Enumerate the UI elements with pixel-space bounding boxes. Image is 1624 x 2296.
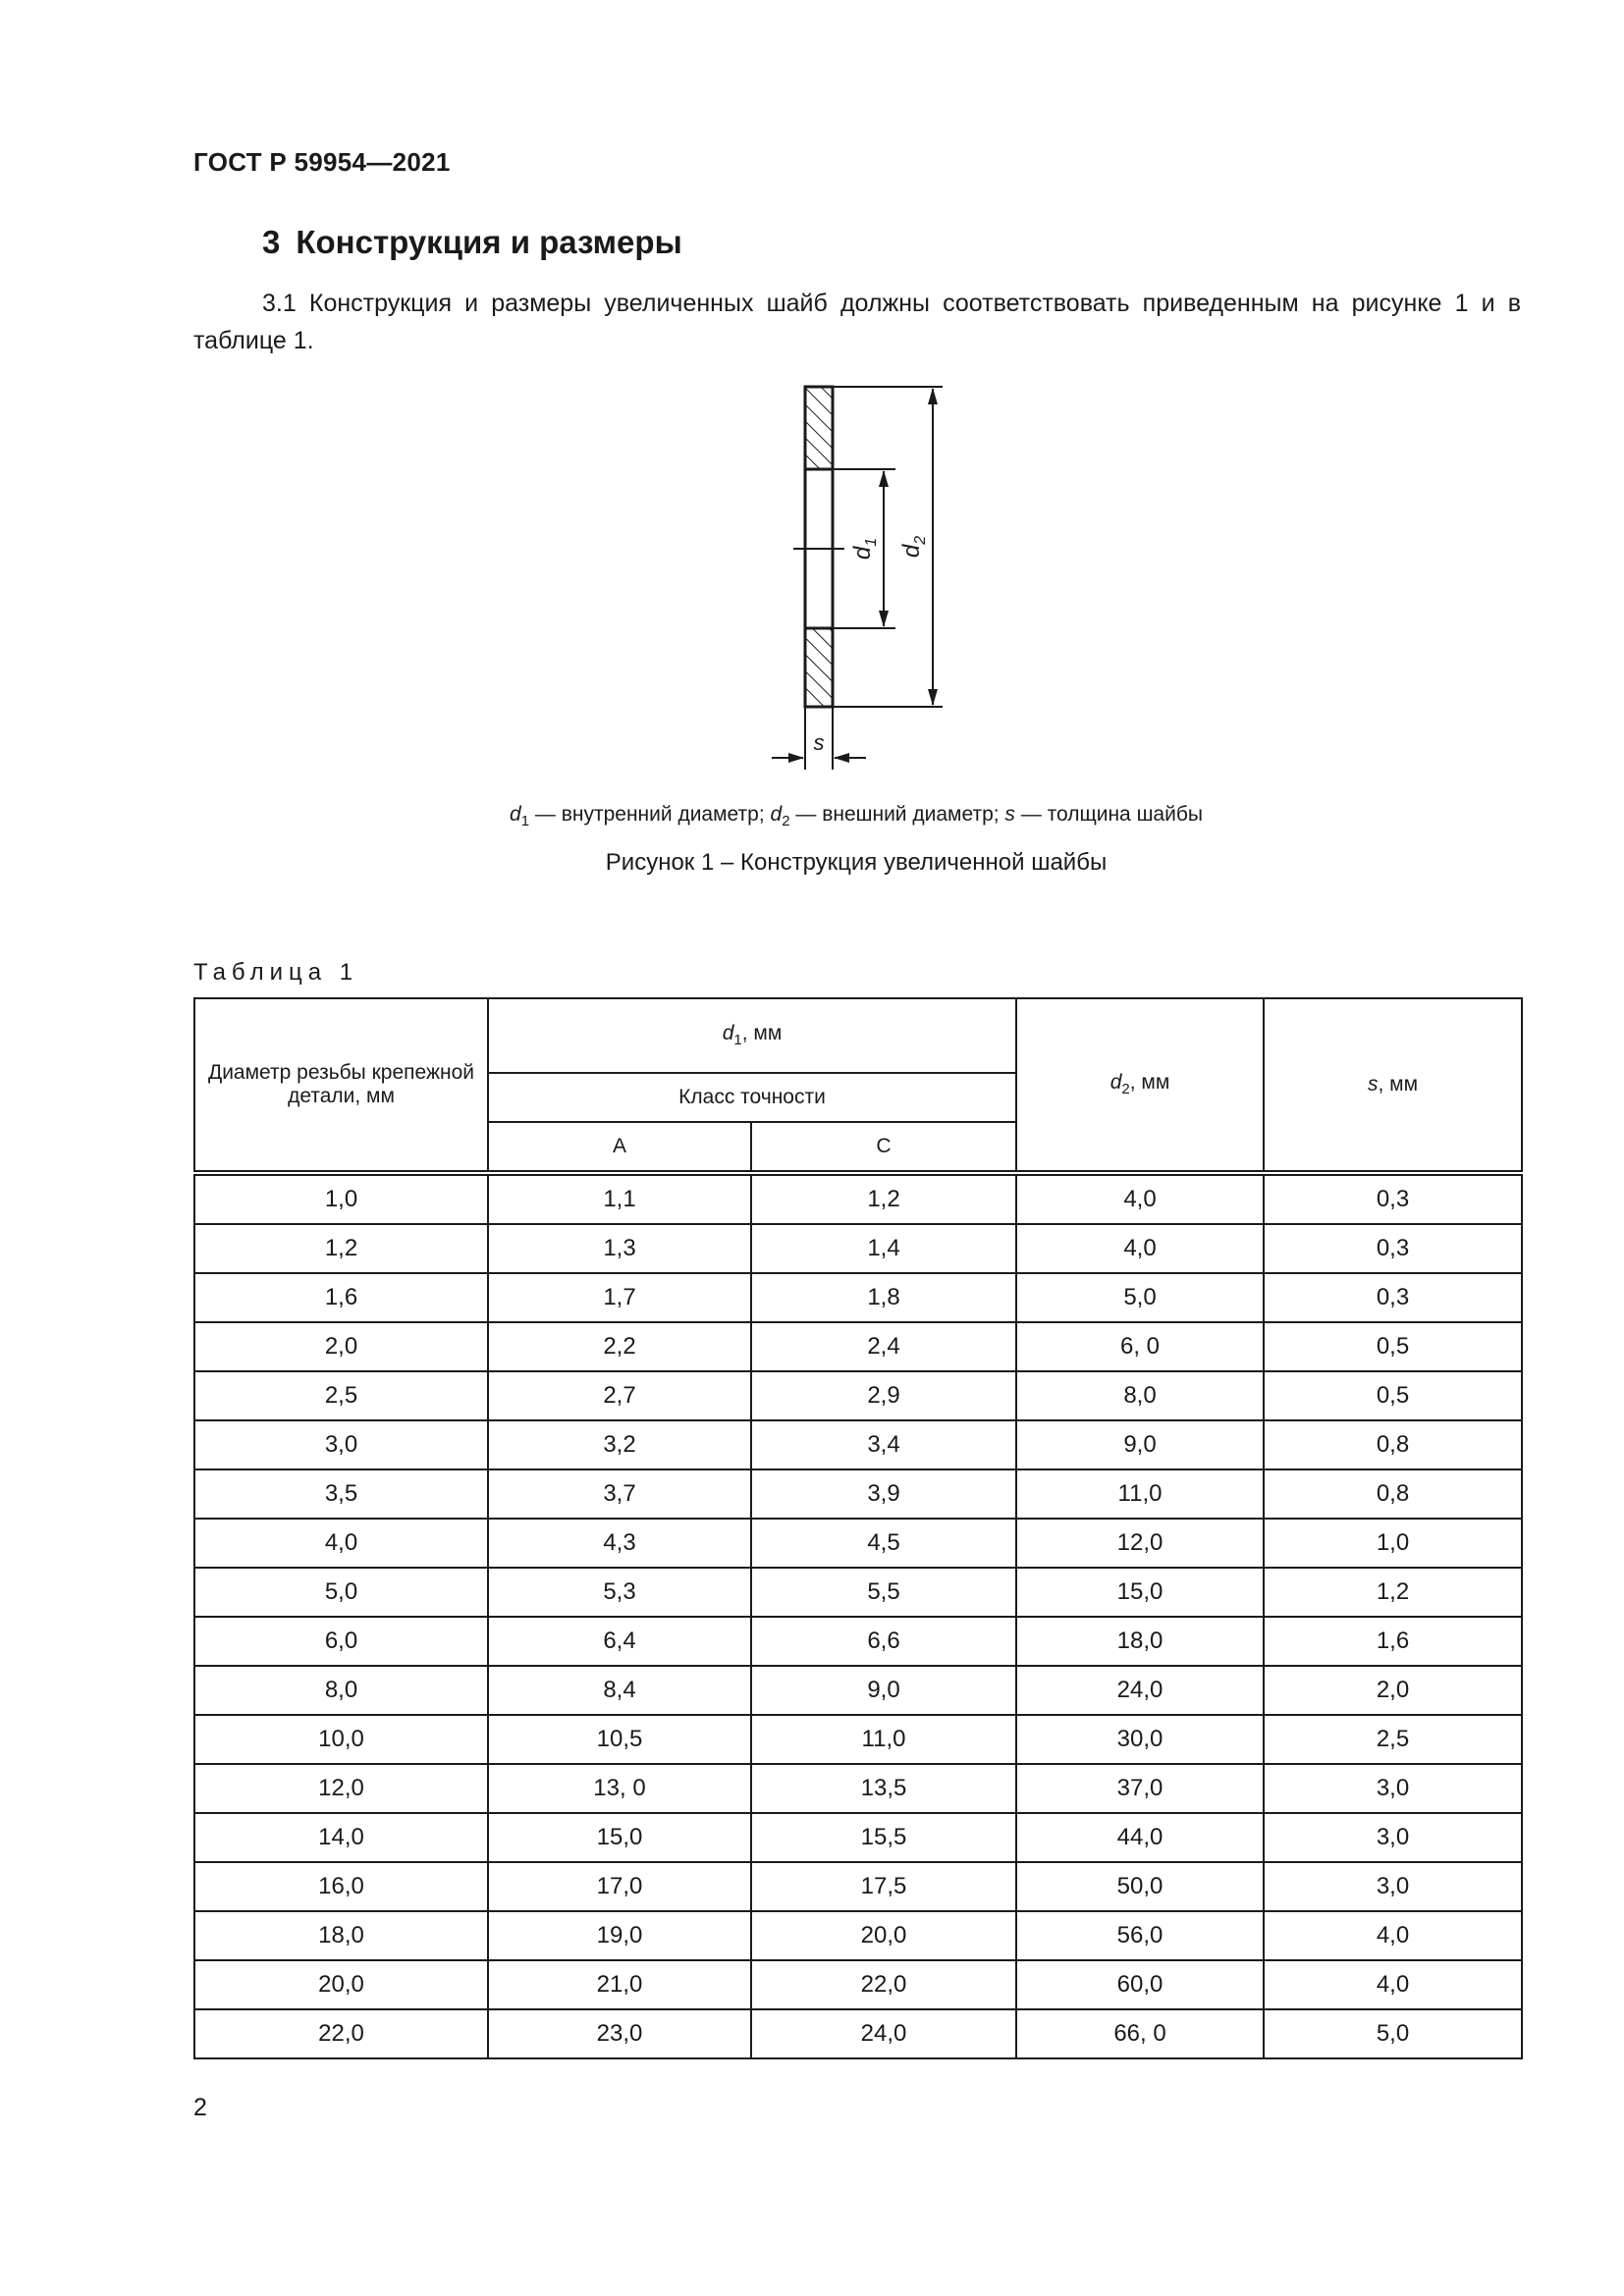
cell-d1-class-c: 3,9: [751, 1469, 1016, 1519]
cell-thread-diameter: 22,0: [194, 2009, 488, 2058]
cell-d1-class-c: 22,0: [751, 1960, 1016, 2009]
washer-lower-section: [805, 628, 833, 707]
cell-thread-diameter: 12,0: [194, 1764, 488, 1813]
cell-s: 3,0: [1264, 1813, 1522, 1862]
cell-d1-class-c: 1,2: [751, 1173, 1016, 1224]
cell-thread-diameter: 2,5: [194, 1371, 488, 1420]
cell-d2: 5,0: [1016, 1273, 1264, 1322]
table-row: [194, 1617, 1522, 1666]
header-class-c: C: [751, 1122, 1016, 1173]
table-1: [193, 997, 1521, 2059]
cell-s: 4,0: [1264, 1911, 1522, 1960]
cell-d1-class-a: 4,3: [488, 1519, 751, 1568]
cell-d2: 60,0: [1016, 1960, 1264, 2009]
cell-thread-diameter: 8,0: [194, 1666, 488, 1715]
cell-d2: 56,0: [1016, 1911, 1264, 1960]
table-row: [194, 1911, 1522, 1960]
cell-d2: 37,0: [1016, 1764, 1264, 1813]
cell-d2: 24,0: [1016, 1666, 1264, 1715]
cell-d2: 4,0: [1016, 1224, 1264, 1273]
cell-d1-class-a: 21,0: [488, 1960, 751, 2009]
table-row: [194, 1568, 1522, 1617]
cell-d1-class-a: 19,0: [488, 1911, 751, 1960]
section-title-text: Конструкция и размеры: [296, 224, 682, 260]
cell-d1-class-c: 15,5: [751, 1813, 1016, 1862]
cell-s: 0,8: [1264, 1420, 1522, 1469]
header-s: s, мм: [1264, 998, 1522, 1173]
cell-d2: 8,0: [1016, 1371, 1264, 1420]
cell-s: 0,3: [1264, 1173, 1522, 1224]
table-row: [194, 1764, 1522, 1813]
cell-d1-class-c: 24,0: [751, 2009, 1016, 2058]
cell-d1-class-c: 9,0: [751, 1666, 1016, 1715]
table-row: [194, 1862, 1522, 1911]
washer-upper-section: [805, 387, 833, 469]
table-row: [194, 1715, 1522, 1764]
cell-d1-class-a: 1,1: [488, 1173, 751, 1224]
document-code: ГОСТ Р 59954—2021: [193, 147, 451, 177]
cell-d2: 4,0: [1016, 1173, 1264, 1224]
s-label: s: [813, 730, 825, 755]
cell-thread-diameter: 2,0: [194, 1322, 488, 1371]
cell-d1-class-c: 11,0: [751, 1715, 1016, 1764]
cell-d1-class-a: 3,2: [488, 1420, 751, 1469]
table-row: [194, 1519, 1522, 1568]
section-number: 3: [262, 224, 281, 260]
figure-caption: Рисунок 1 – Конструкция увеличенной шайбы: [605, 849, 1108, 876]
page-number: 2: [193, 2094, 207, 2121]
table-row: [194, 1371, 1522, 1420]
cell-thread-diameter: 1,2: [194, 1224, 488, 1273]
cell-d1-class-c: 20,0: [751, 1911, 1016, 1960]
cell-d1-class-c: 17,5: [751, 1862, 1016, 1911]
cell-d1-class-c: 6,6: [751, 1617, 1016, 1666]
d2-label: $d_2$: [898, 535, 929, 559]
cell-s: 2,5: [1264, 1715, 1522, 1764]
cell-d1-class-a: 2,7: [488, 1371, 751, 1420]
cell-s: 0,3: [1264, 1224, 1522, 1273]
cell-s: 1,2: [1264, 1568, 1522, 1617]
cell-d1-class-a: 8,4: [488, 1666, 751, 1715]
table-row: [194, 1322, 1522, 1371]
table-row: [194, 2009, 1522, 2058]
cell-s: 0,3: [1264, 1273, 1522, 1322]
cell-s: 0,5: [1264, 1371, 1522, 1420]
cell-thread-diameter: 20,0: [194, 1960, 488, 2009]
cell-s: 2,0: [1264, 1666, 1522, 1715]
cell-d1-class-a: 17,0: [488, 1862, 751, 1911]
table-row: [194, 1813, 1522, 1862]
cell-d1-class-a: 15,0: [488, 1813, 751, 1862]
cell-d1-class-a: 1,3: [488, 1224, 751, 1273]
header-d2: $d_2$, мм: [1016, 998, 1264, 1173]
washer-drawing: [0, 0, 1624, 785]
cell-d2: 15,0: [1016, 1568, 1264, 1617]
cell-thread-diameter: 6,0: [194, 1617, 488, 1666]
cell-d1-class-a: 3,7: [488, 1469, 751, 1519]
cell-thread-diameter: 3,5: [194, 1469, 488, 1519]
cell-d2: 66, 0: [1016, 2009, 1264, 2058]
header-accuracy-class: Класс точности: [488, 1073, 1016, 1122]
cell-d1-class-a: 10,5: [488, 1715, 751, 1764]
table-row: [194, 1173, 1522, 1224]
cell-d1-class-c: 1,4: [751, 1224, 1016, 1273]
table-row: [194, 1420, 1522, 1469]
cell-thread-diameter: 3,0: [194, 1420, 488, 1469]
table-row: [194, 1960, 1522, 2009]
table-row: [194, 1666, 1522, 1715]
cell-s: 0,5: [1264, 1322, 1522, 1371]
cell-d2: 50,0: [1016, 1862, 1264, 1911]
cell-d2: 30,0: [1016, 1715, 1264, 1764]
cell-d2: 12,0: [1016, 1519, 1264, 1568]
table-body: [194, 1173, 1522, 2058]
figure-legend: $d_1$ — внутренний диаметр; $d_2$ — внешний диаметр; s — толщина шайбы: [510, 803, 1203, 830]
cell-d1-class-a: 13, 0: [488, 1764, 751, 1813]
cell-s: 0,8: [1264, 1469, 1522, 1519]
cell-d1-class-a: 23,0: [488, 2009, 751, 2058]
cell-s: 1,0: [1264, 1519, 1522, 1568]
header-thread-diameter: Диаметр резьбы крепежной детали, мм: [194, 998, 488, 1173]
cell-d1-class-c: 2,9: [751, 1371, 1016, 1420]
cell-thread-diameter: 14,0: [194, 1813, 488, 1862]
cell-thread-diameter: 5,0: [194, 1568, 488, 1617]
d1-label: $d_1$: [849, 537, 880, 561]
cell-d2: 6, 0: [1016, 1322, 1264, 1371]
cell-d1-class-c: 4,5: [751, 1519, 1016, 1568]
cell-d1-class-a: 5,3: [488, 1568, 751, 1617]
cell-thread-diameter: 10,0: [194, 1715, 488, 1764]
cell-s: 1,6: [1264, 1617, 1522, 1666]
cell-s: 4,0: [1264, 1960, 1522, 2009]
cell-d2: 18,0: [1016, 1617, 1264, 1666]
cell-d1-class-a: 1,7: [488, 1273, 751, 1322]
cell-d1-class-c: 13,5: [751, 1764, 1016, 1813]
cell-thread-diameter: 18,0: [194, 1911, 488, 1960]
header-class-a: A: [488, 1122, 751, 1173]
cell-thread-diameter: 1,0: [194, 1173, 488, 1224]
cell-s: 3,0: [1264, 1764, 1522, 1813]
cell-d2: 44,0: [1016, 1813, 1264, 1862]
cell-d1-class-c: 2,4: [751, 1322, 1016, 1371]
cell-s: 3,0: [1264, 1862, 1522, 1911]
cell-thread-diameter: 16,0: [194, 1862, 488, 1911]
cell-d1-class-a: 2,2: [488, 1322, 751, 1371]
paragraph-text: 3.1 Конструкция и размеры увеличенных шайб должны соответствовать приведенным на рисунке 1 и в таблице 1.: [193, 290, 1521, 354]
table-row: [194, 1224, 1522, 1273]
cell-d1-class-a: 6,4: [488, 1617, 751, 1666]
table-row: [194, 1273, 1522, 1322]
table-row: [194, 1469, 1522, 1519]
cell-d1-class-c: 1,8: [751, 1273, 1016, 1322]
cell-d2: 9,0: [1016, 1420, 1264, 1469]
cell-d1-class-c: 5,5: [751, 1568, 1016, 1617]
header-d1: $d_1$, мм: [488, 998, 1016, 1073]
cell-s: 5,0: [1264, 2009, 1522, 2058]
table-label: Таблица 1: [193, 959, 359, 986]
cell-d1-class-c: 3,4: [751, 1420, 1016, 1469]
cell-d2: 11,0: [1016, 1469, 1264, 1519]
cell-thread-diameter: 1,6: [194, 1273, 488, 1322]
cell-thread-diameter: 4,0: [194, 1519, 488, 1568]
